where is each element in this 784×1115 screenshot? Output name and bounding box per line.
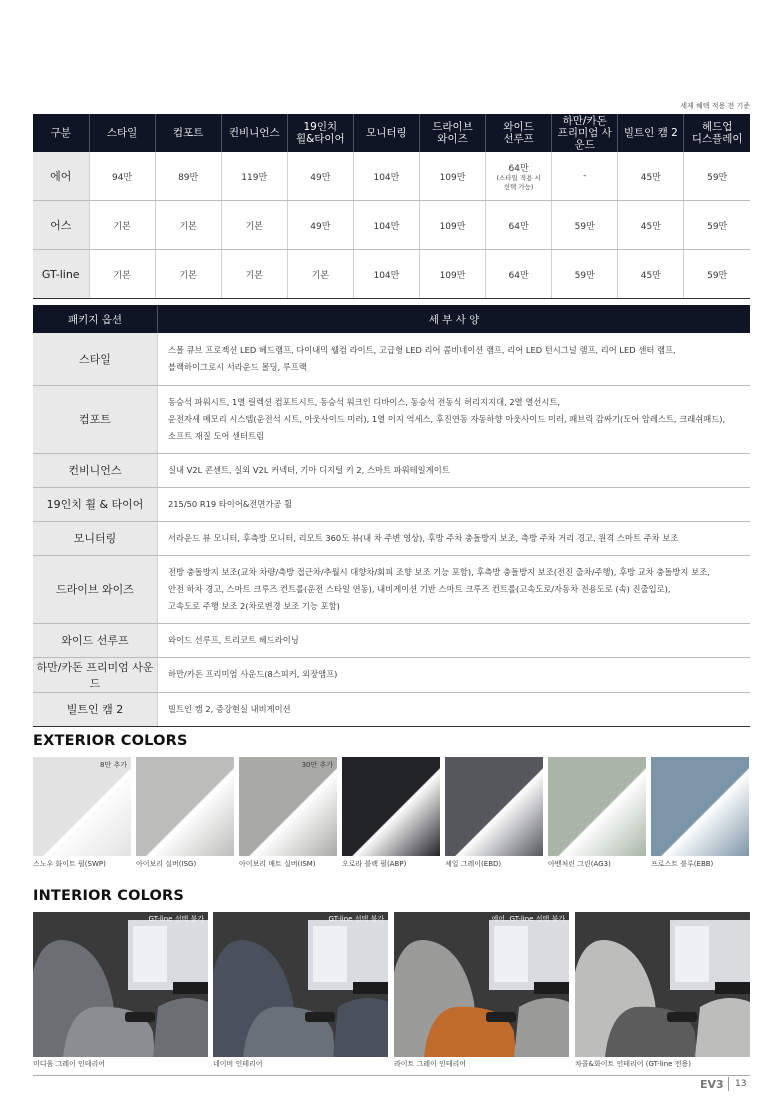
- package-detail: 215/50 R19 타이어&전면가공 휠: [158, 487, 751, 521]
- exterior-color-swatch: [239, 757, 337, 868]
- swatch-color-name: 아이보리 실버(ISG): [136, 860, 197, 868]
- price-cell: 기본: [287, 250, 353, 299]
- price-row: [33, 201, 750, 250]
- interior-availability-tag: 에어, GT-line 선택 불가: [491, 915, 565, 923]
- package-name: 와이드 선루프: [33, 623, 158, 657]
- price-cell-note: (스타일 적용 시 선택 가능): [496, 174, 541, 191]
- swatch-price-tag: 8만 추가: [100, 761, 127, 769]
- price-cell: 94만: [89, 152, 155, 201]
- package-name: 모니터링: [33, 521, 158, 555]
- swatch-color-name: 프로스트 블루(EBB): [651, 860, 714, 868]
- interior-photo: [575, 912, 750, 1057]
- swatch-color-name: 셰일 그레이(EBD): [445, 860, 502, 868]
- price-cell: 59만: [552, 250, 618, 299]
- price-table-header: [33, 114, 750, 152]
- package-detail: 와이드 선루프, 트리코트 헤드라이닝: [158, 623, 751, 657]
- price-cell: 59만: [552, 201, 618, 250]
- price-basis-note: 세제 혜택 적용 전 기준: [680, 102, 750, 110]
- package-name: 하만/카돈 프리미엄 사운드: [33, 657, 158, 692]
- price-col-header: 드라이브 와이즈: [419, 114, 485, 152]
- interior-color-name: 라이트 그레이 인테리어: [394, 1060, 467, 1068]
- swatch-color-name: 스노우 화이트 펄(SWP): [33, 860, 106, 868]
- footer-divider: [33, 1075, 750, 1076]
- interior-availability-tag: GT-line 선택 불가: [148, 915, 204, 923]
- trim-label: 어스: [33, 201, 89, 250]
- price-row: [33, 152, 750, 201]
- price-cell: 104만: [353, 250, 419, 299]
- package-detail: 하만/카돈 프리미엄 사운드(8스피커, 외장앰프): [158, 657, 751, 692]
- price-row: [33, 250, 750, 299]
- package-detail-table: [33, 305, 750, 727]
- interior-color-name: 차콜&화이트 인테리어 (GT-line 전용): [575, 1060, 691, 1068]
- package-name: 빌트인 캠 2: [33, 692, 158, 726]
- interior-photo: [213, 912, 388, 1057]
- swatch-color-name: 오로라 블랙 펄(ABP): [342, 860, 407, 868]
- price-cell: 64만: [486, 201, 552, 250]
- price-cell: 45만: [618, 201, 684, 250]
- package-row: [33, 453, 750, 487]
- exterior-color-swatch: [651, 757, 749, 868]
- price-col-header: 와이드 선루프: [486, 114, 552, 152]
- swatch-price-tag: 30만 추가: [301, 761, 333, 769]
- price-cell: 64만: [486, 250, 552, 299]
- interior-color-name: 미디움 그레이 인테리어: [33, 1060, 106, 1068]
- car-seat-icon: [394, 912, 569, 1057]
- price-col-header: 구분: [33, 114, 89, 152]
- package-name: 19인치 휠 & 타이어: [33, 487, 158, 521]
- package-row: [33, 521, 750, 555]
- swatch-color-name: 아이보리 매트 실버(ISM): [239, 860, 316, 868]
- price-cell: 기본: [155, 250, 221, 299]
- package-row: [33, 623, 750, 657]
- price-cell: 45만: [618, 250, 684, 299]
- trim-label: 에어: [33, 152, 89, 201]
- price-cell: 49만: [287, 201, 353, 250]
- price-col-header: 스타일: [89, 114, 155, 152]
- price-cell: 109만: [419, 152, 485, 201]
- price-cell: 64만 (스타일 적용 시 선택 가능): [486, 152, 552, 201]
- price-col-header: 모니터링: [353, 114, 419, 152]
- price-cell: 89만: [155, 152, 221, 201]
- package-name: 스타일: [33, 333, 158, 385]
- price-cell: 45만: [618, 152, 684, 201]
- price-cell: 109만: [419, 250, 485, 299]
- price-cell: 119만: [221, 152, 287, 201]
- package-detail: 동승석 파워시트, 1열 릴렉션 컴포트시트, 동승석 워크인 디바이스, 동승석 전동식 허리지지대, 2열 열선시트, 운전자세 메모리 시스템(운전석 시트, 아웃사이드 미러), 1열 이지 억세스, 후진연동 자동하향 아웃사이드 미러, 패브릭 감싸기(도어 암레스트, 크래쉬패드), 소프트 재질 도어 센터트림: [158, 385, 751, 453]
- price-cell: 기본: [89, 250, 155, 299]
- car-seat-icon: [33, 912, 208, 1057]
- price-cell: 59만: [684, 152, 750, 201]
- price-col-header: 19인치 휠&타이어: [287, 114, 353, 152]
- footer-brand: EV3: [700, 1078, 724, 1091]
- price-cell: 104만: [353, 201, 419, 250]
- price-col-header: 하만/카돈 프리미엄 사운드: [552, 114, 618, 152]
- interior-photo: [394, 912, 569, 1057]
- package-detail: 전방 충돌방지 보조(교차 차량/측방 접근차/추월시 대향차/회피 조향 보조 기능 포함), 후측방 충돌방지 보조(전진 출차/주행), 후방 교차 충돌방지 보조, 안전 하차 경고, 스마트 크루즈 컨트롤(운전 스타일 연동), 내비게이션 기반 스마트 크루즈 컨트롤(고속도로/자동차 전용도로 (속) 진출입로), 고속도로 주행 보조 2(차로변경 보조 기능 포함): [158, 555, 751, 623]
- package-name: 컴포트: [33, 385, 158, 453]
- price-col-header: 헤드업 디스플레이: [684, 114, 750, 152]
- footer-separator: [728, 1077, 729, 1091]
- package-row: [33, 657, 750, 692]
- car-seat-icon: [213, 912, 388, 1057]
- package-row: [33, 555, 750, 623]
- package-detail: 서라운드 뷰 모니터, 후측방 모니터, 리모트 360도 뷰(내 차 주변 영상), 후방 주차 충돌방지 보조, 측방 주차 거리 경고, 원격 스마트 주차 보조: [158, 521, 751, 555]
- package-row: [33, 692, 750, 726]
- package-row: [33, 333, 750, 385]
- price-col-header: 빌트인 캠 2: [618, 114, 684, 152]
- price-col-header: 컨비니언스: [221, 114, 287, 152]
- package-row: [33, 385, 750, 453]
- price-cell: 59만: [684, 250, 750, 299]
- page-number: 13: [735, 1079, 747, 1089]
- price-cell: 기본: [221, 250, 287, 299]
- price-cell: 기본: [89, 201, 155, 250]
- exterior-colors-title: EXTERIOR COLORS: [33, 733, 188, 749]
- package-name: 드라이브 와이즈: [33, 555, 158, 623]
- price-cell: 59만: [684, 201, 750, 250]
- exterior-color-swatch: [342, 757, 440, 868]
- exterior-color-swatch: [136, 757, 234, 868]
- package-name: 컨비니언스: [33, 453, 158, 487]
- package-row: [33, 487, 750, 521]
- detail-col-header: 세 부 사 양: [158, 305, 751, 333]
- package-detail: 실내 V2L 콘센트, 실외 V2L 커넥터, 기아 디지털 키 2, 스마트 파워테일게이트: [158, 453, 751, 487]
- exterior-color-swatch: [33, 757, 131, 868]
- exterior-color-swatch: [548, 757, 646, 868]
- interior-photo: [33, 912, 208, 1057]
- option-price-table: [33, 114, 750, 299]
- trim-label: GT-line: [33, 250, 89, 299]
- price-cell: -: [552, 152, 618, 201]
- package-detail: 스몰 큐브 프로젝션 LED 헤드램프, 다이내믹 웰컴 라이트, 고급형 LED 리어 콤비네이션 램프, 리어 LED 턴시그널 램프, 리어 LED 센터 램프, 블랙하이그로시 서라운드 몰딩, 루프랙: [158, 333, 751, 385]
- price-cell: 104만: [353, 152, 419, 201]
- price-cell: 49만: [287, 152, 353, 201]
- swatch-color-name: 아벤처린 그린(AG3): [548, 860, 611, 868]
- price-cell: 기본: [221, 201, 287, 250]
- package-col-header: 패키지 옵션: [33, 305, 158, 333]
- car-seat-icon: [575, 912, 750, 1057]
- interior-availability-tag: GT-line 선택 불가: [328, 915, 384, 923]
- interior-color-name: 네이비 인테리어: [213, 1060, 263, 1068]
- price-cell: 109만: [419, 201, 485, 250]
- price-col-header: 컴포트: [155, 114, 221, 152]
- exterior-color-swatch: [445, 757, 543, 868]
- interior-colors-title: INTERIOR COLORS: [33, 888, 185, 904]
- price-cell: 기본: [155, 201, 221, 250]
- package-table-header: [33, 305, 750, 333]
- package-detail: 빌트인 캠 2, 증강현실 내비게이션: [158, 692, 751, 726]
